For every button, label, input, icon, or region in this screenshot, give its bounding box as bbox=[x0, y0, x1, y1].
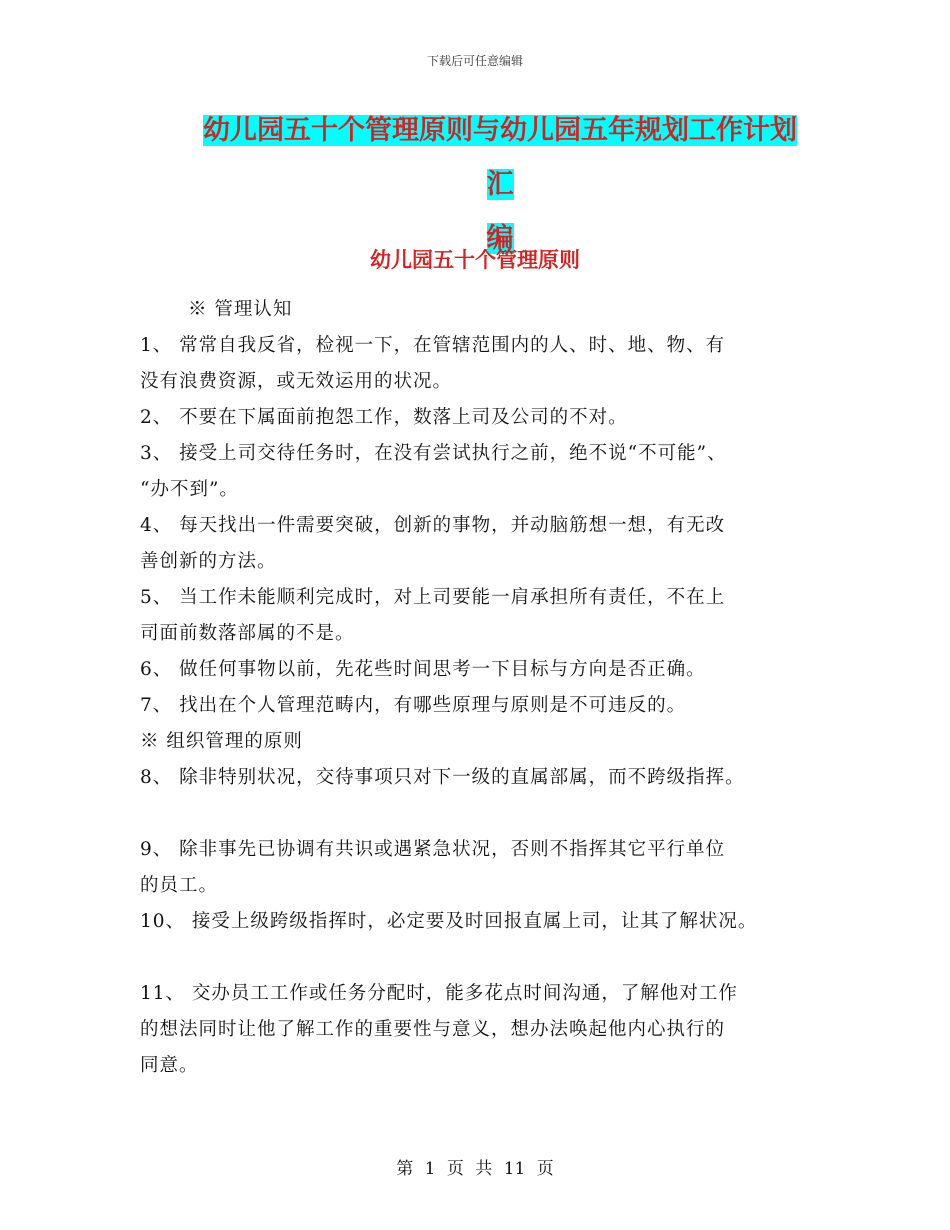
body-line: “办不到”。 bbox=[140, 479, 239, 500]
body-text bbox=[140, 292, 840, 1084]
body-line: 善创新的方法。 bbox=[140, 551, 277, 572]
body-line: 3、 接受上司交待任务时，在没有尝试执行之前，绝不说“不可能”、 bbox=[140, 443, 727, 464]
document-title-line2: 编 bbox=[486, 223, 514, 254]
body-line: 的员工。 bbox=[140, 875, 219, 896]
body-line: 的想法同时让他了解工作的重要性与意义，想办法唤起他内心执行的 bbox=[140, 1019, 726, 1040]
body-line: 没有浪费资源，或无效运用的状况。 bbox=[140, 371, 453, 392]
body-line: 8、 除非特别状况，交待事项只对下一级的直属部属，而不跨级指挥。 bbox=[140, 767, 745, 788]
blank-line bbox=[140, 940, 840, 976]
blank-line bbox=[140, 796, 840, 832]
body-line: 9、 除非事先已协调有共识或遇紧急状况，否则不指挥其它平行单位 bbox=[140, 839, 726, 860]
subheading-organization-management: ※ 组织管理的原则 bbox=[140, 731, 303, 752]
body-line: 1、 常常自我反省，检视一下，在管辖范围内的人、时、地、物、有 bbox=[140, 335, 726, 356]
body-line: 10、 接受上级跨级指挥时，必定要及时回报直属上司，让其了解状况。 bbox=[140, 911, 758, 932]
page-footer: 第 1 页 共 11 页 bbox=[396, 1159, 554, 1179]
body-line: 司面前数落部属的不是。 bbox=[140, 623, 355, 644]
body-line: 11、 交办员工工作或任务分配时，能多花点时间沟通，了解他对工作 bbox=[140, 983, 738, 1004]
subheading-management-cognition: ※ 管理认知 bbox=[188, 299, 293, 320]
body-line: 5、 当工作未能顺利完成时，对上司要能一肩承担所有责任，不在上 bbox=[140, 587, 726, 608]
body-line: 6、 做任何事物以前，先花些时间思考一下目标与方向是否正确。 bbox=[140, 659, 706, 680]
document-title bbox=[190, 104, 810, 266]
body-line: 2、 不要在下属面前抱怨工作，数落上司及公司的不对。 bbox=[140, 407, 628, 428]
body-line: 4、 每天找出一件需要突破，创新的事物，并动脑筋想一想，有无改 bbox=[140, 515, 726, 536]
header-note: 下载后可任意编辑 bbox=[426, 54, 523, 68]
section-title: 幼儿园五十个管理原则 bbox=[370, 248, 580, 272]
body-line: 同意。 bbox=[140, 1055, 199, 1076]
body-line: 7、 找出在个人管理范畴内，有哪些原理与原则是不可违反的。 bbox=[140, 695, 687, 716]
document-title-line1: 幼儿园五十个管理原则与幼儿园五年规划工作计划汇 bbox=[203, 115, 797, 200]
